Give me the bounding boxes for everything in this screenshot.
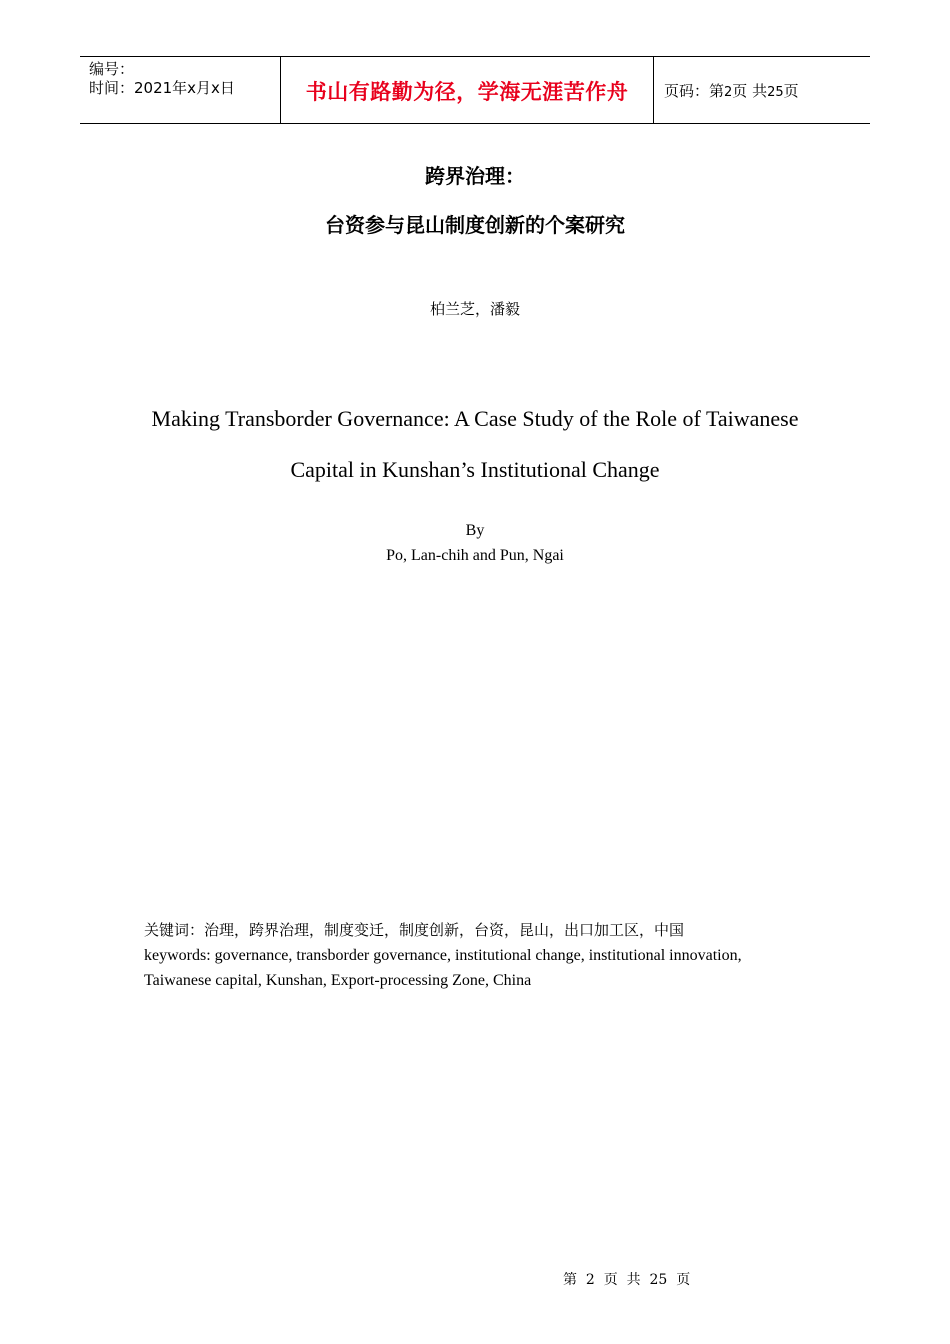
- by-line: By: [465, 522, 485, 539]
- keywords-block: [144, 918, 824, 993]
- page-suffix: 页: [783, 82, 799, 100]
- title-en-line1: Making Transborder Governance: A Case Study of the Role of Taiwanese: [151, 406, 799, 431]
- page-footer: 第 2 页 共 25 页: [563, 1272, 691, 1288]
- page-total: 25: [767, 85, 784, 100]
- page-mid: 页 共: [732, 82, 768, 100]
- title-cn-line2: 台资参与昆山制度创新的个案研究: [325, 213, 625, 237]
- title-en-line2: Capital in Kunshan’s Institutional Change: [290, 457, 660, 482]
- page-prefix: 页码：第: [664, 82, 725, 100]
- keywords-en-line1: keywords: governance, transborder governance, institutional change, institutional innovation,: [144, 947, 742, 964]
- authors-cn: 柏兰芝，潘毅: [429, 300, 520, 318]
- keywords-en-line2: Taiwanese capital, Kunshan, Export-processing Zone, China: [144, 972, 532, 989]
- header-page-info: [654, 57, 870, 124]
- page-header: [80, 56, 870, 124]
- header-motto: 书山有路勤为径，学海无涯苦作舟: [281, 57, 654, 124]
- header-meta-cell: [80, 57, 281, 124]
- page-number: 2: [724, 85, 733, 100]
- time-label: 时间：2021年x月x日: [89, 79, 235, 97]
- serial-label: 编号：: [89, 60, 135, 78]
- keywords-cn: 关键词：治理，跨界治理，制度变迁，制度创新，台资，昆山，出口加工区，中国: [144, 921, 685, 939]
- title-cn-line1: 跨界治理：: [425, 164, 525, 188]
- authors-en: Po, Lan-chih and Pun, Ngai: [386, 547, 564, 564]
